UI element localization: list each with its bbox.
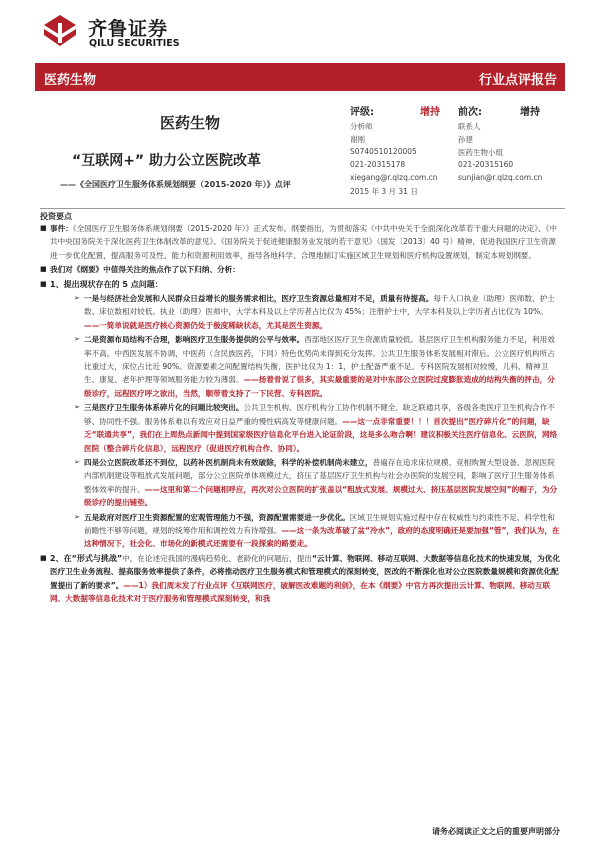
problem-2-bold: 二是资源布局结构不合理，影响医疗卫生服务提供的公平与效率。 [84, 335, 305, 345]
challenges-text: 中，在论述完我国的漫病趋势化、老龄化的问题后，提出 [122, 553, 312, 563]
analyst-name: 谢刚 [350, 135, 365, 144]
rating-panel [350, 103, 570, 198]
qilu-logo-icon [40, 13, 80, 49]
problem-3-bold: 三是医疗卫生服务体系碎片化的问题比较突出。 [84, 403, 244, 413]
problem-4-comment: ——这里和第二个问题相呼应，再次对公立医院的扩张盖以“粗放式发展、规模过大、挤压基层医院发展空间”的帽子，为分级诊疗的提出铺垫。 [84, 484, 558, 508]
brand-logo [40, 10, 200, 52]
problems-heading-text: 1、提出现状存在的 5 点问题： [50, 279, 163, 289]
challenges-paragraph [40, 552, 562, 606]
bullet-icon: ■ [40, 224, 47, 232]
previous-rating-label: 前次: [458, 107, 482, 118]
report-body [40, 222, 562, 606]
problem-5-bold: 五是政府对医疗卫生资源配置的宏观管理能力不强，资源配置需要进一步优化。 [84, 512, 350, 522]
focus-intro [40, 263, 562, 276]
problem-3-text: 公共卫生机构、医疗机构分工协作机制不健全、缺乏联通共享，各级各类医疗卫生机构合作不够、协同性不强。服务体系难以有效应对日益严重的慢性病高发等健康问题。 [84, 403, 555, 426]
section-heading: 投资要点 [40, 212, 72, 221]
event-label: 事件： [50, 224, 73, 233]
analyst-phone: 021-20315178 [350, 160, 406, 169]
contact-role: 联系人 [458, 122, 481, 131]
arrow-bullet-icon: ➢ [74, 403, 80, 412]
challenges-comment: ——1）我们周末发了行业点评《互联网医疗，破解医改难题的利剑》，在本《纲要》中官方再次提出云计算、物联网、移动互联网、大数据等信息化技术对于医疗服务和管理模式深刻转变，和我 [50, 580, 551, 603]
brand-name-cn: 齐鲁证券 [88, 18, 169, 40]
bullet-icon: ■ [40, 265, 47, 274]
arrow-bullet-icon: ➢ [74, 335, 80, 344]
problem-4-bold: 四是公立医院改革还不到位，以药补医机制尚未有效破除，科学的补偿机制尚未建立， [84, 457, 373, 467]
bullet-icon: ■ [40, 553, 47, 562]
event-paragraph [40, 222, 562, 262]
focus-intro-text: 我们对《纲要》中值得关注的焦点作了以下归纳、分析： [50, 265, 240, 275]
problem-item-4 [40, 456, 562, 510]
report-date: 2015 年 3 月 31 日 [350, 187, 418, 196]
problem-item-3 [40, 401, 562, 455]
problem-2-text: 西部地区医疗卫生资源质量较低。基层医疗卫生机构服务能力不足，利用效率不高。中西医发展不协调，中医药（含民族医药，下同）特色优势尚未得到充分发挥。公共卫生服务体系发展相对滞后。公立医疗机构所占比重过大，床位占比近 90%。资源要素之间配置结构失衡，医护比仅为 1：1，护士配备严重不足。专科医院发展相对较慢，儿科、精神卫生、康复、老年护理等领域服务能力较为薄弱。 [84, 335, 555, 385]
header-sector: 医药生物 [44, 73, 97, 88]
challenges-bold: “云计算、物联网、移动互联网、大数据等信息化技术的快速发展，为优化医疗卫生业务流程、提高服务效率提供了条件，必将推动医疗卫生服务模式和管理模式的深刻转变，医改的不断深化也对公立医院数量规模和资源优化配置提出了新的要求”。 [50, 553, 560, 590]
problem-3-comment: ——这一点非常重要！！！首次提出“医疗碎片化”的问题，缺乏“联通共享”，我们在上周热点新闻中提到国家级医疗信息化平台进入论证阶段，这是多么吻合啊！建议积极关注医疗信息化、云医院，网络医院（整合碎片化信息），远程医疗（促进医疗机构合作、协同）。 [84, 416, 558, 453]
contact-name: 孙建 [458, 135, 473, 144]
disclaimer-footer: 请务必阅读正文之后的重要声明部分 [432, 827, 560, 836]
problem-2-comment: ——扬着骨说了很多，其实最重要的是对中东部公立医院过度膨胀造成的结构失衡的抨击，分级诊疗，远程医疗呼之欲出，当然，顺带着支持了一下民营、专科医院。 [84, 375, 555, 398]
problem-4-text: 普遍存在追求床位规模、竞相购置大型设备、忽视医院内部机制建设等粗放式发展问题，部分公立医院单体规模过大，挤压了基层医疗卫生机构与社会办医院的发展空间，影响了医疗卫生服务体系整体效率的提升。 [84, 457, 555, 494]
problem-5-text: 区域卫生规划实施过程中存在权威性与约束性不足、科学性和前瞻性不够等问题，规划的统筹作用和调控效力有待增强。 [84, 512, 555, 535]
event-text: 《全国医疗卫生服务体系规划纲要（2015-2020 年）》正式发布。纲要指出，为贯彻落实《中共中央关于全面深化改革若干重大问题的决定》、《中共中央国务院关于深化医药卫生体制改革的意见》、《国务院关于促进健康服务业发展的若干意见》（国发〔2013〕40 号）精神，促进我国医疗卫生资源进一步优化配置，提高服务可及性、能力和资源利用效率，指导各地科学、合理地制订实施区域卫生规划和医疗机构设置规划，制定本规划纲要。 [50, 224, 558, 260]
challenges-head: 2、在“形式与挑战” [50, 553, 123, 563]
divider [40, 208, 565, 209]
analyst-email[interactable]: xiegang@r.qlzq.com.cn [350, 173, 438, 182]
problem-1-comment: ——一简单说就是医疗核心资源仍处于极度稀缺状态，尤其是医生资源。 [84, 320, 327, 330]
brand-name-en: QILU SECURITIES [89, 38, 180, 49]
rating-value: 增持 [420, 107, 440, 118]
contact-phone: 021-20315160 [458, 160, 514, 169]
report-title: “互联网+” 助力公立医院改革 [72, 153, 262, 169]
problems-heading [40, 278, 562, 291]
arrow-bullet-icon: ➢ [74, 512, 80, 521]
contact-email[interactable]: sunjian@r.qlzq.com.cn [458, 173, 543, 182]
previous-rating-value: 增持 [520, 107, 540, 118]
rating-label: 评级: [350, 107, 374, 118]
problem-item-2 [40, 333, 562, 400]
problem-item-5 [40, 511, 562, 551]
sector-title: 医药生物 [160, 114, 221, 132]
problem-1-text: 每千人口执业（助理）医师数、护士数、床位数相对较低。执业（助理）医师中，大学本科及以上学历者占比仅为 45%；注册护士中，大学本科及以上学历者占比仅为 10%。 [84, 294, 555, 317]
header-band [35, 63, 565, 91]
arrow-bullet-icon: ➢ [74, 457, 80, 466]
contact-team: 医药生物小组 [458, 148, 503, 157]
problem-5-comment: ——这一条为改革破了盆“冷水”，政府的态度明确还是要加强“管”，我们认为，在这种情况下，社会化、市场化的新模式还需要有一段探索的路要走。 [84, 525, 560, 549]
problem-1-bold: 一是与经济社会发展和人民群众日益增长的服务需求相比，医疗卫生资源总量相对不足，质量有待提高。 [84, 294, 434, 304]
analyst-role: 分析师 [350, 122, 373, 131]
arrow-bullet-icon: ➢ [74, 294, 80, 303]
header-report-type: 行业点评报告 [478, 73, 557, 88]
problem-item-1 [40, 292, 562, 332]
analyst-cert: S0740510120005 [350, 147, 417, 156]
bullet-icon: ■ [40, 279, 47, 288]
report-subtitle: ——《全国医疗卫生服务体系规划纲要（2015-2020 年）》点评 [60, 180, 291, 189]
